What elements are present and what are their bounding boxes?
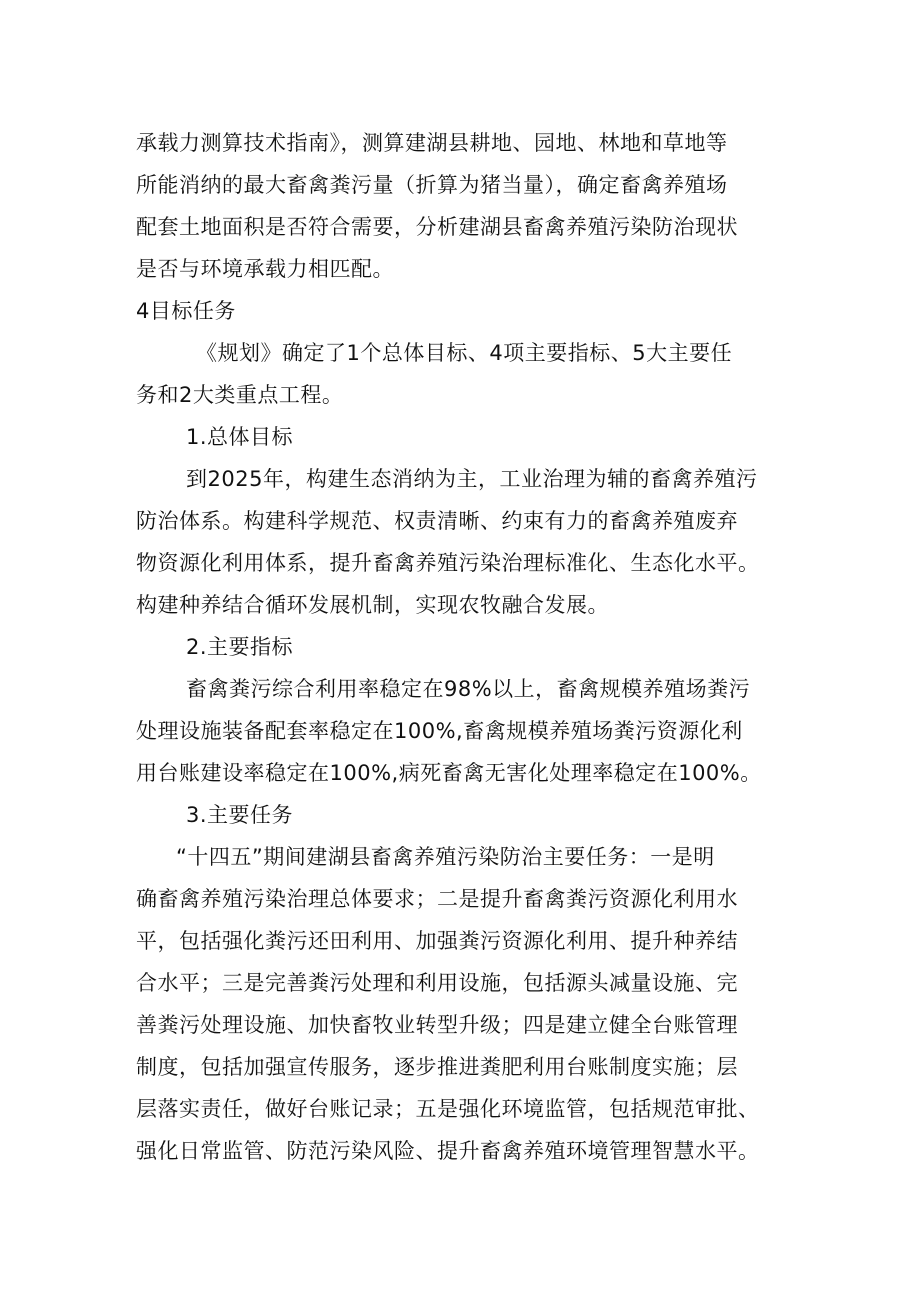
- paragraph-line: 制度，包括加强宣传服务，逐步推进粪肥利用台账制度实施；层: [136, 1055, 738, 1079]
- paragraph-line: 所能消纳的最大畜禽粪污量（折算为猪当量），确定畜禽养殖场: [136, 173, 728, 197]
- paragraph-line: 是否与环境承载力相匹配。: [136, 257, 394, 281]
- paragraph-line: 《规划》确定了1个总体目标、4项主要指标、5大主要任: [196, 341, 733, 365]
- paragraph-line: 物资源化利用体系，提升畜禽养殖污染治理标准化、生态化水平。: [136, 551, 760, 575]
- paragraph-line: 到2025年，构建生态消纳为主，工业治理为辅的畜禽养殖污: [186, 467, 758, 491]
- paragraph-line: 合水平；三是完善粪污处理和利用设施，包括源头减量设施、完: [136, 971, 738, 995]
- paragraph-line: 务和2大类重点工程。: [136, 383, 344, 407]
- paragraph-line: 构建种养结合循环发展机制，实现农牧融合发展。: [136, 593, 609, 617]
- paragraph-line: 配套土地面积是否符合需要，分析建湖县畜禽养殖污染防治现状: [136, 215, 738, 239]
- paragraph-line: 处理设施装备配套率稳定在100%,畜禽规模养殖场粪污资源化利: [136, 719, 743, 743]
- paragraph-line: 承载力测算技术指南》，测算建湖县耕地、园地、林地和草地等: [136, 131, 728, 155]
- paragraph-line: 确畜禽养殖污染治理总体要求；二是提升畜禽粪污资源化利用水: [136, 887, 738, 911]
- subsection-heading: 1.总体目标: [186, 425, 294, 449]
- paragraph-line: 平，包括强化粪污还田利用、加强粪污资源化利用、提升种养结: [136, 929, 738, 953]
- section-heading: 4目标任务: [136, 299, 236, 323]
- paragraph-line: 防治体系。构建科学规范、权责清晰、约束有力的畜禽养殖废弃: [136, 509, 738, 533]
- paragraph-line: 用台账建设率稳定在100%,病死畜禽无害化处理率稳定在100%。: [136, 761, 762, 785]
- paragraph-line: 畜禽粪污综合利用率稳定在98%以上，畜禽规模养殖场粪污: [186, 677, 751, 701]
- paragraph-line: 层落实责任，做好台账记录；五是强化环境监管，包括规范审批、: [136, 1097, 760, 1121]
- paragraph-line: “十四五”期间建湖县畜禽养殖污染防治主要任务：一是明: [176, 845, 715, 869]
- subsection-heading: 2.主要指标: [186, 635, 294, 659]
- subsection-heading: 3.主要任务: [186, 803, 294, 827]
- paragraph-line: 善粪污处理设施、加快畜牧业转型升级；四是建立健全台账管理: [136, 1013, 738, 1037]
- paragraph-line: 强化日常监管、防范污染风险、提升畜禽养殖环境管理智慧水平。: [136, 1139, 760, 1163]
